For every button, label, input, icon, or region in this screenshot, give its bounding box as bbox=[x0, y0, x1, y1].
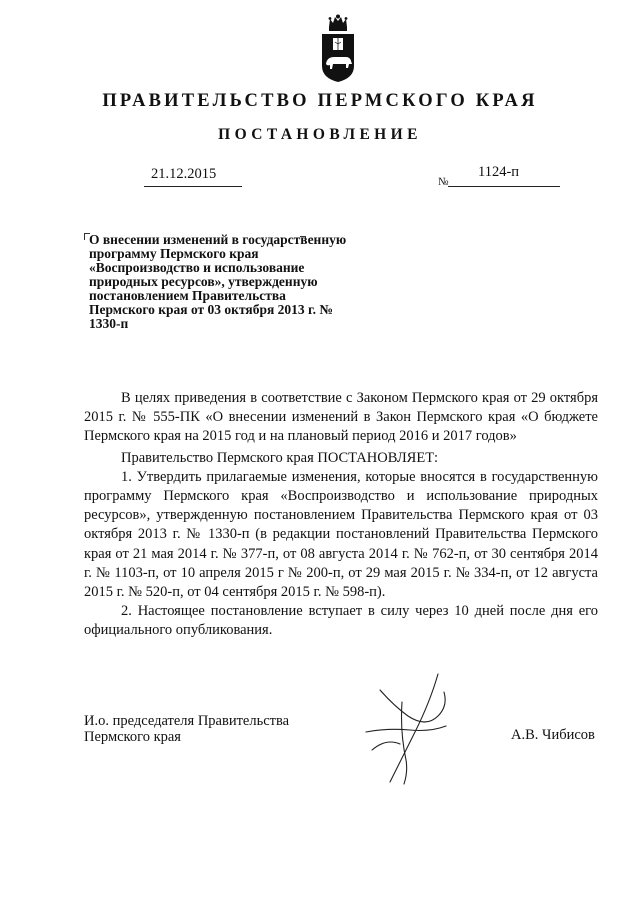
document-subject: О внесении изменений в государственную программу Пермского края «Воспроизводство и использование природных ресурсов», утвержденную постановлением Правительства Пермского края от 03 октября 2013 г. № 1330-п bbox=[89, 232, 347, 331]
body-paragraph-item-1: 1. Утвердить прилагаемые изменения, которые вносятся в государственную программу Пермского края «Воспроизводство и использование природных ресурсов», утвержденную постановлением Правительства Пермского края от 03 октября 2013 г. № 1330-п (в редакции постановлений Правительства Пермского края от 21 мая 2014 г. № 377-п, от 08 августа 2014 г. № 762-п, от 30 сентября 2014 г. № 1103-п, от 10 апреля 2015 г № 200-п, от 29 мая 2015 г. № 334-п, от 12 августа 2015 г. № 520-п, от 04 сентября 2015 г. № 598-п). bbox=[84, 468, 598, 601]
body-paragraph-resolves: Правительство Пермского края ПОСТАНОВЛЯЕТ: bbox=[121, 449, 439, 466]
signatory-name: А.В. Чибисов bbox=[511, 727, 595, 743]
document-body bbox=[84, 389, 598, 641]
number-underline bbox=[448, 186, 560, 187]
coat-of-arms-icon bbox=[318, 14, 358, 84]
number-sign: № bbox=[438, 176, 449, 188]
date-underline bbox=[144, 186, 242, 187]
signatory-position-line-1: И.о. председателя Правительства bbox=[84, 713, 290, 729]
signature-icon bbox=[360, 672, 450, 790]
signatory-position bbox=[84, 713, 289, 745]
signatory-position-line-2: Пермского края bbox=[84, 729, 181, 745]
body-paragraph-item-2: 2. Настоящее постановление вступает в силу через 10 дней после дня его официального опубликования. bbox=[84, 603, 598, 639]
document-number: 1124-п bbox=[478, 164, 520, 180]
body-paragraph-preamble: В целях приведения в соответствие с Законом Пермского края от 29 октября 2015 г. № 555-ПК «О внесении изменений в Закон Пермского края «О бюджете Пермского края на 2015 год и на плановый период 2016 и 2017 годов» bbox=[84, 390, 598, 445]
government-title: ПРАВИТЕЛЬСТВО ПЕРМСКОГО КРАЯ bbox=[102, 91, 538, 111]
document-type: ПОСТАНОВЛЕНИЕ bbox=[218, 126, 422, 143]
document-date: 21.12.2015 bbox=[151, 166, 217, 182]
